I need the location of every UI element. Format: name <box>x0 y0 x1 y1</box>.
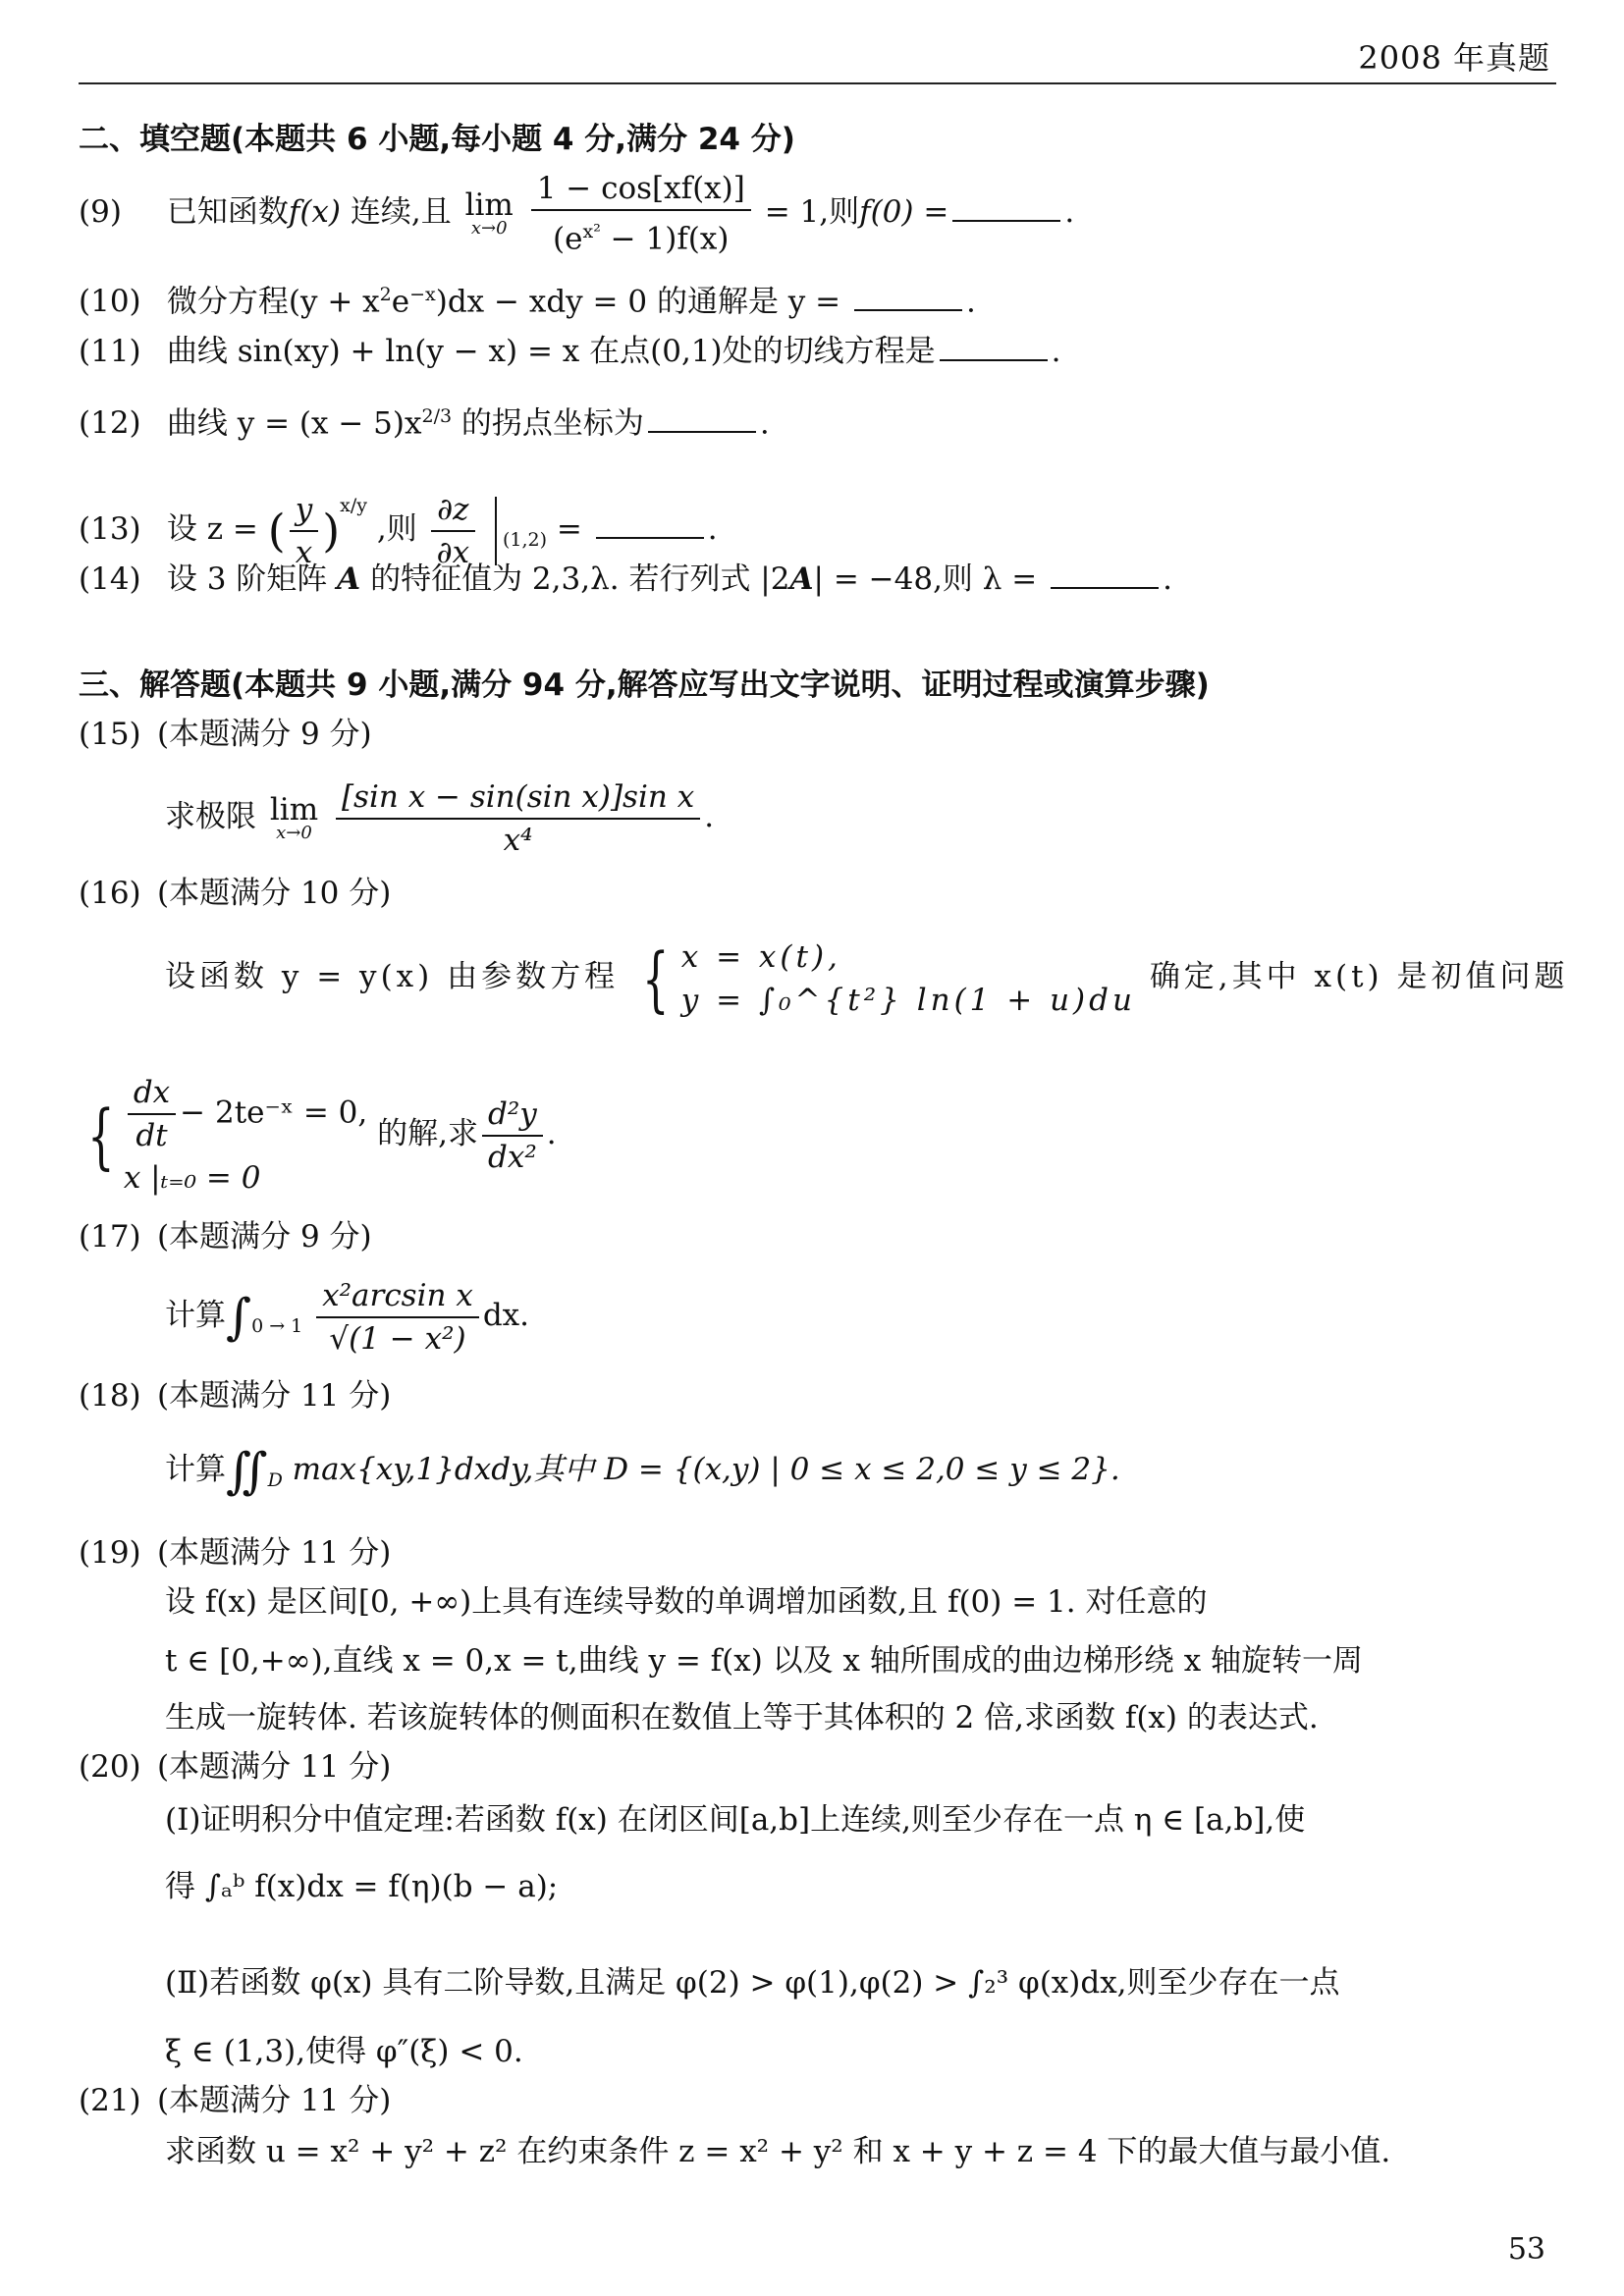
question-16: 设函数 y = y(x) 由参数方程 { x = x(t), y = ∫₀^{t²} ln(1 + u)du 确定,其中 x(t) 是初值问题 <box>165 936 1569 1020</box>
question-11: (11) 曲线 sin(xy) + ln(y − x) = x 在点(0,1)处的切线方程是 . <box>79 334 1061 369</box>
question-20-header: (20) (本题满分 11 分) <box>79 1749 392 1785</box>
question-number: (20) <box>79 1749 141 1785</box>
fraction: $\frac{1 - \cos[xf(x)]}{(e^{x^2} - 1)f(x)}$ <box>531 168 751 259</box>
question-number: (12) <box>79 405 141 442</box>
page-title: 2008 年真题 <box>1358 39 1550 77</box>
question-20-part2-line1: (Ⅱ)若函数 φ(x) 具有二阶导数,且满足 φ(2) > φ(1),φ(2) > ∫₂³ φ(x)dx,则至少存在一点 <box>165 1965 1340 2001</box>
question-number: (16) <box>79 876 141 911</box>
question-14: (14) 设 3 阶矩阵 A 的特征值为 2,3,λ. 若行列式 |2A| = −48,则 λ = . <box>79 561 1172 597</box>
section-heading-solve: 三、解答题(本题共 9 小题,满分 94 分,解答应写出文字说明、证明过程或演算步骤) <box>79 667 1210 703</box>
page-number: 53 <box>1507 2232 1545 2267</box>
question-21-line1: 求函数 u = x² + y² + z² 在约束条件 z = x² + y² 和 x + y + z = 4 下的最大值与最小值. <box>165 2134 1391 2169</box>
question-number: (9) <box>79 194 122 230</box>
question-16-header: (16) (本题满分 10 分) <box>79 876 392 911</box>
question-16-ode: { $\frac{dx}{dt}$ − 2te⁻ˣ = 0, x |ₜ₌₀ = 0 的解,求 $\frac{\text{d²y}}{\text{dx²}}$ . <box>79 1070 557 1200</box>
question-20-part1-line2: 得 ∫ₐᵇ f(x)dx = f(η)(b − a); <box>165 1869 559 1904</box>
question-17: 计算$\int_{0 \to 1}$ $\frac{\text{x²arcsin x}}{\text{√(1 − x²)}}$ dx. <box>165 1266 529 1375</box>
question-13: (13) 设 z = ( $\frac{y}{x}$ )$^{x/y}$ ,则 $\frac{\partial z}{\partial x}$ $_{(1,2)}$ = . <box>79 461 718 584</box>
answer-blank <box>952 192 1060 222</box>
question-number: (15) <box>79 717 141 752</box>
question-number: (18) <box>79 1378 141 1414</box>
question-number: (11) <box>79 334 141 369</box>
page-header <box>79 27 1556 84</box>
question-19-header: (19) (本题满分 11 分) <box>79 1535 392 1571</box>
question-number: (13) <box>79 511 141 547</box>
evaluation-bar <box>495 497 497 565</box>
question-number: (10) <box>79 284 141 320</box>
question-15: 求极限 lim x→0 $\frac{\text{[sin x − sin(sin x)]sin x}}{\text{x⁴}}$ . <box>165 772 714 862</box>
question-18-header: (18) (本题满分 11 分) <box>79 1378 392 1414</box>
question-19-line2: t ∈ [0,+∞),直线 x = 0,x = t,曲线 y = f(x) 以及 x 轴所围成的曲边梯形绕 x 轴旋转一周 <box>165 1643 1364 1679</box>
question-number: (14) <box>79 561 141 597</box>
question-12: (12) 曲线 $y = (x - 5)x^{2/3}$ 的拐点坐标为 . <box>79 405 770 442</box>
question-21-header: (21) (本题满分 11 分) <box>79 2083 392 2118</box>
question-15-header: (15) (本题满分 9 分) <box>79 717 372 752</box>
answer-blank <box>648 403 756 433</box>
question-19-line1: 设 f(x) 是区间[0, +∞)上具有连续导数的单调增加函数,且 f(0) = 1. 对任意的 <box>165 1584 1208 1620</box>
question-17-header: (17) (本题满分 9 分) <box>79 1219 372 1255</box>
question-number: (19) <box>79 1535 141 1571</box>
question-18: 计算$∬_D$ max{xy,1}dxdy,其中 D = {(x,y) | 0 ≤ x ≤ 2,0 ≤ y ≤ 2}. <box>165 1442 1120 1500</box>
question-10: (10) 微分方程$(y + x^2e^{-x})dx$ − xdy = 0 的通解是 y = . <box>79 284 976 320</box>
answer-blank <box>854 282 962 311</box>
question-20-part2-line2: ξ ∈ (1,3),使得 φ″(ξ) < 0. <box>165 2034 523 2069</box>
question-9: (9) 已知函数f(x) 连续,且 lim x→0 $\frac{1 - \cos[xf(x)]}{(e^{x^2} - 1)f(x)}$ = 1,则f(0) = . <box>79 167 1074 259</box>
answer-blank <box>940 332 1048 361</box>
answer-blank <box>1051 560 1159 589</box>
question-19-line3: 生成一旋转体. 若该旋转体的侧面积在数值上等于其体积的 2 倍,求函数 f(x) 的表达式. <box>165 1700 1319 1735</box>
section-heading-fill-in: 二、填空题(本题共 6 小题,每小题 4 分,满分 24 分) <box>79 122 795 157</box>
limit: lim x→0 <box>464 187 514 239</box>
question-number: (21) <box>79 2083 141 2118</box>
question-20-part1-line1: (Ⅰ)证明积分中值定理:若函数 f(x) 在闭区间[a,b]上连续,则至少存在一点 η ∈ [a,b],使 <box>165 1802 1306 1838</box>
answer-blank <box>596 509 704 539</box>
question-number: (17) <box>79 1219 141 1255</box>
